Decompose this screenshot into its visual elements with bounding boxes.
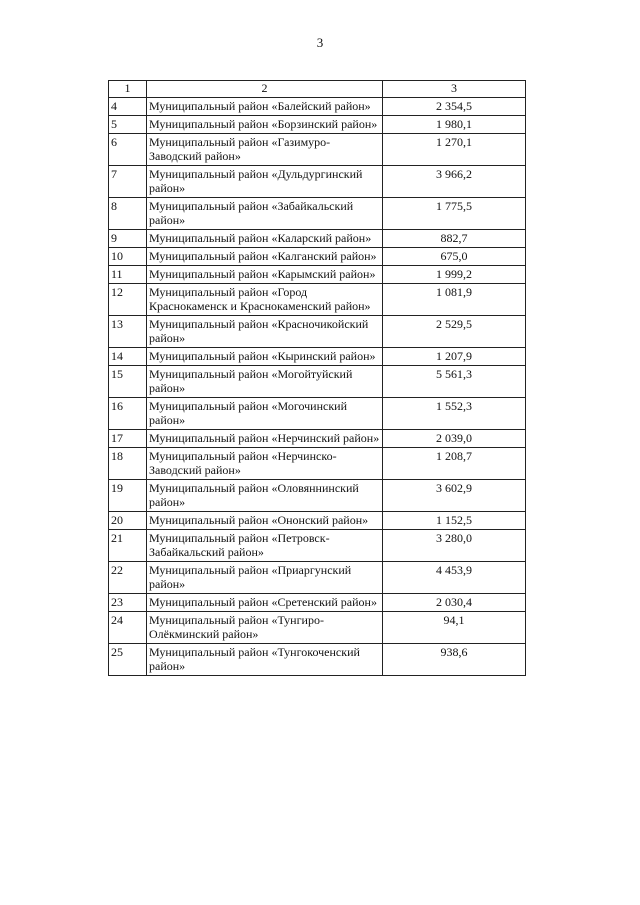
district-name: Муниципальный район «Каларский район»	[147, 230, 383, 248]
table-row	[109, 398, 526, 430]
district-name: Муниципальный район «Карымский район»	[147, 266, 383, 284]
district-name: Муниципальный район «Борзинский район»	[147, 116, 383, 134]
row-number: 19	[109, 480, 147, 512]
district-name: Муниципальный район «Нерчинский район»	[147, 430, 383, 448]
amount-value: 3 602,9	[383, 480, 526, 512]
row-number: 18	[109, 448, 147, 480]
table-row	[109, 166, 526, 198]
table-row	[109, 480, 526, 512]
row-number: 23	[109, 594, 147, 612]
district-name: Муниципальный район «Калганский район»	[147, 248, 383, 266]
row-number: 9	[109, 230, 147, 248]
district-name: Муниципальный район «Кыринский район»	[147, 348, 383, 366]
amount-value: 1 081,9	[383, 284, 526, 316]
table-row	[109, 448, 526, 480]
amount-value: 2 039,0	[383, 430, 526, 448]
table-row	[109, 316, 526, 348]
row-number: 11	[109, 266, 147, 284]
district-name: Муниципальный район «Приаргунский район»	[147, 562, 383, 594]
district-name: Муниципальный район «Петровск-Забайкальский район»	[147, 530, 383, 562]
district-name: Муниципальный район «Тунгокоченский район»	[147, 644, 383, 676]
amount-value: 4 453,9	[383, 562, 526, 594]
district-name: Муниципальный район «Могойтуйский район»	[147, 366, 383, 398]
table-row	[109, 530, 526, 562]
district-name: Муниципальный район «Город Краснокаменск и Краснокаменский район»	[147, 284, 383, 316]
table-header-row	[109, 81, 526, 98]
district-name: Муниципальный район «Дульдургинский район»	[147, 166, 383, 198]
row-number: 4	[109, 98, 147, 116]
district-name: Муниципальный район «Могочинский район»	[147, 398, 383, 430]
header-col-1: 1	[109, 81, 147, 98]
table-row	[109, 594, 526, 612]
row-number: 16	[109, 398, 147, 430]
district-name: Муниципальный район «Нерчинско-Заводский район»	[147, 448, 383, 480]
amount-value: 2 030,4	[383, 594, 526, 612]
row-number: 17	[109, 430, 147, 448]
district-name: Муниципальный район «Тунгиро-Олёкминский район»	[147, 612, 383, 644]
table-row	[109, 116, 526, 134]
amount-value: 1 208,7	[383, 448, 526, 480]
amount-value: 1 207,9	[383, 348, 526, 366]
row-number: 22	[109, 562, 147, 594]
header-col-3: 3	[383, 81, 526, 98]
row-number: 21	[109, 530, 147, 562]
amount-value: 2 354,5	[383, 98, 526, 116]
row-number: 5	[109, 116, 147, 134]
table-row	[109, 248, 526, 266]
row-number: 6	[109, 134, 147, 166]
amount-value: 94,1	[383, 612, 526, 644]
amount-value: 2 529,5	[383, 316, 526, 348]
row-number: 15	[109, 366, 147, 398]
amount-value: 882,7	[383, 230, 526, 248]
page-number: 3	[316, 35, 324, 50]
amount-value: 675,0	[383, 248, 526, 266]
row-number: 25	[109, 644, 147, 676]
amount-value: 1 775,5	[383, 198, 526, 230]
table-row	[109, 366, 526, 398]
header-col-2: 2	[147, 81, 383, 98]
row-number: 20	[109, 512, 147, 530]
row-number: 10	[109, 248, 147, 266]
district-name: Муниципальный район «Красночикойский район»	[147, 316, 383, 348]
table-row	[109, 98, 526, 116]
row-number: 24	[109, 612, 147, 644]
row-number: 12	[109, 284, 147, 316]
allocation-table	[108, 80, 526, 676]
amount-value: 1 999,2	[383, 266, 526, 284]
amount-value: 1 552,3	[383, 398, 526, 430]
table-row	[109, 198, 526, 230]
amount-value: 3 966,2	[383, 166, 526, 198]
row-number: 8	[109, 198, 147, 230]
row-number: 13	[109, 316, 147, 348]
table-row	[109, 284, 526, 316]
table-row	[109, 430, 526, 448]
table-row	[109, 266, 526, 284]
row-number: 14	[109, 348, 147, 366]
table-body	[109, 98, 526, 676]
table-row	[109, 512, 526, 530]
table-row	[109, 562, 526, 594]
district-name: Муниципальный район «Балейский район»	[147, 98, 383, 116]
table-row	[109, 612, 526, 644]
amount-value: 3 280,0	[383, 530, 526, 562]
district-name: Муниципальный район «Забайкальский район»	[147, 198, 383, 230]
row-number: 7	[109, 166, 147, 198]
amount-value: 5 561,3	[383, 366, 526, 398]
district-name: Муниципальный район «Оловяннинский район»	[147, 480, 383, 512]
amount-value: 1 152,5	[383, 512, 526, 530]
amount-value: 938,6	[383, 644, 526, 676]
table-row	[109, 348, 526, 366]
table-row	[109, 230, 526, 248]
district-name: Муниципальный район «Ононский район»	[147, 512, 383, 530]
district-name: Муниципальный район «Газимуро-Заводский район»	[147, 134, 383, 166]
amount-value: 1 980,1	[383, 116, 526, 134]
amount-value: 1 270,1	[383, 134, 526, 166]
district-name: Муниципальный район «Сретенский район»	[147, 594, 383, 612]
table-row	[109, 134, 526, 166]
table-row	[109, 644, 526, 676]
